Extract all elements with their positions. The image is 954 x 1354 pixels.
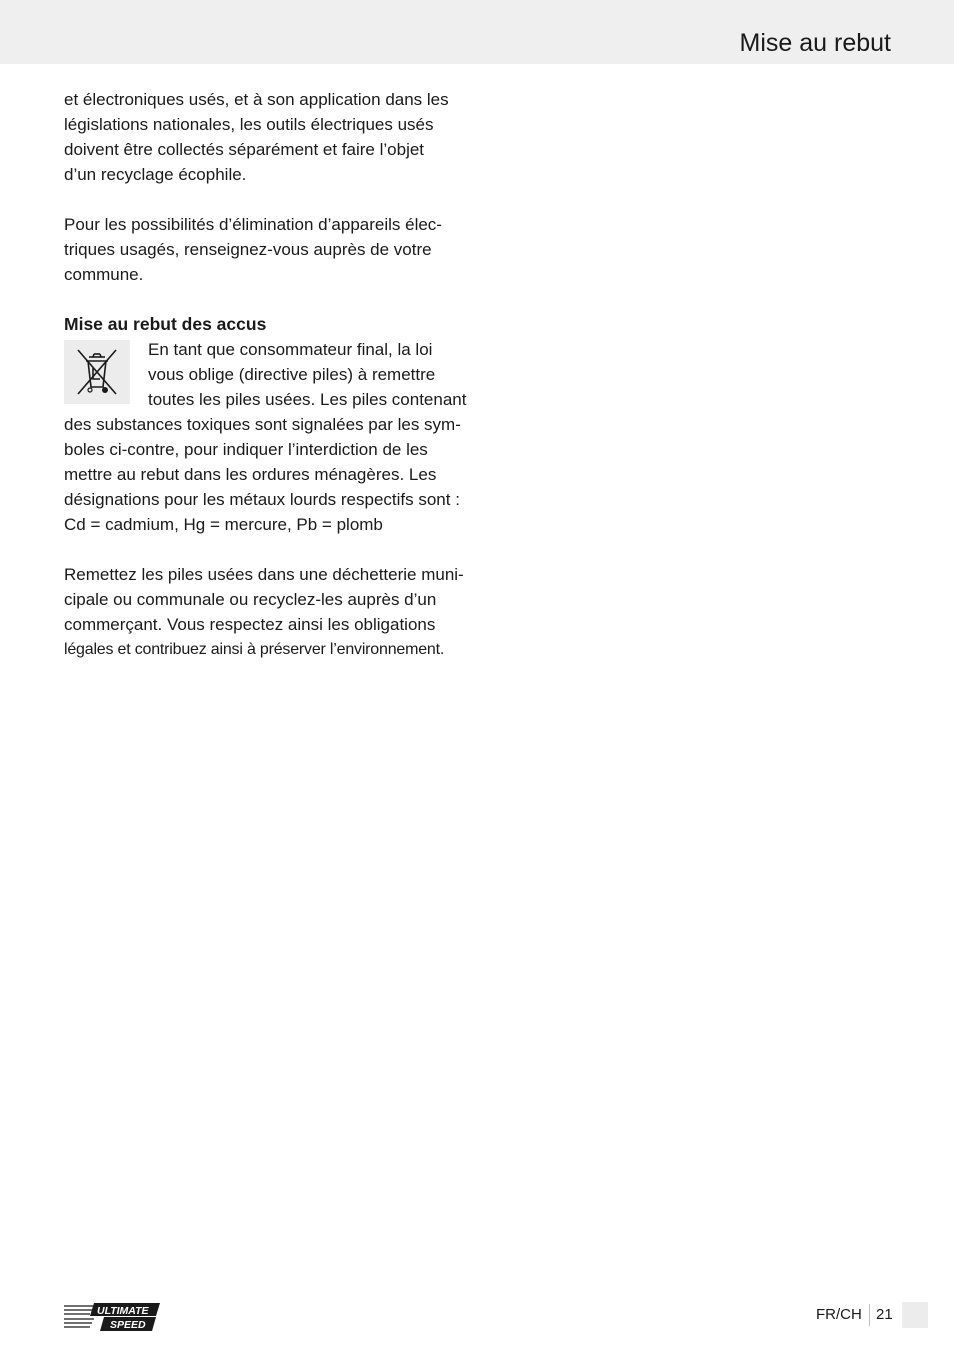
page-title: Mise au rebut: [739, 29, 891, 57]
battery-section-heading: Mise au rebut des accus: [64, 314, 267, 334]
battery-text-line: Cd = cadmium, Hg = mercure, Pb = plomb: [64, 515, 383, 534]
battery-text-line: toutes les piles usées. Les piles contenant: [148, 390, 467, 409]
main-column: [64, 87, 466, 687]
return-text-line: commerçant. Vous respectez ainsi les obligations: [64, 615, 436, 634]
paragraph-weee-intro: et électroniques usés, et à son application dans les législations nationales, les outils électriques usés doivent être collectés séparément et faire l’objet d’un recyclage écophile.: [64, 90, 449, 184]
battery-text-line: vous oblige (directive piles) à remettre: [148, 365, 436, 384]
footer-tab-marker: [902, 1302, 928, 1328]
page-number: 21: [876, 1306, 893, 1323]
crossed-out-wheelie-bin-icon: [64, 340, 130, 404]
logo-text-bottom: SPEED: [110, 1319, 146, 1331]
bin-symbol-icon: [72, 346, 122, 398]
battery-text-line: En tant que consommateur final, la loi: [148, 340, 433, 359]
paragraph-battery-law: [64, 337, 466, 537]
return-text-line: légales et contribuez ainsi à préserver l’environnement.: [64, 641, 445, 658]
ultimate-speed-logo: [64, 1302, 162, 1332]
battery-text-line: désignations pour les métaux lourds respectifs sont :: [64, 490, 460, 509]
logo-text-top: ULTIMATE: [97, 1305, 149, 1317]
battery-text-line: mettre au rebut dans les ordures ménagères. Les: [64, 465, 437, 484]
paragraph-battery-return: [64, 562, 466, 662]
battery-text-line: des substances toxiques sont signalées par les sym-: [64, 415, 461, 434]
footer-language: FR/CH: [816, 1306, 862, 1323]
return-text-line: Remettez les piles usées dans une déchetterie muni-: [64, 565, 464, 584]
battery-text-line: boles ci-contre, pour indiquer l’interdiction de les: [64, 440, 428, 459]
return-text-line: cipale ou communale ou recyclez-les auprès d’un: [64, 590, 437, 609]
paragraph-disposal-info: Pour les possibilités d’élimination d’appareils élec- triques usagés, renseignez-vous auprès de votre commune.: [64, 215, 442, 284]
footer-divider: [869, 1304, 870, 1326]
